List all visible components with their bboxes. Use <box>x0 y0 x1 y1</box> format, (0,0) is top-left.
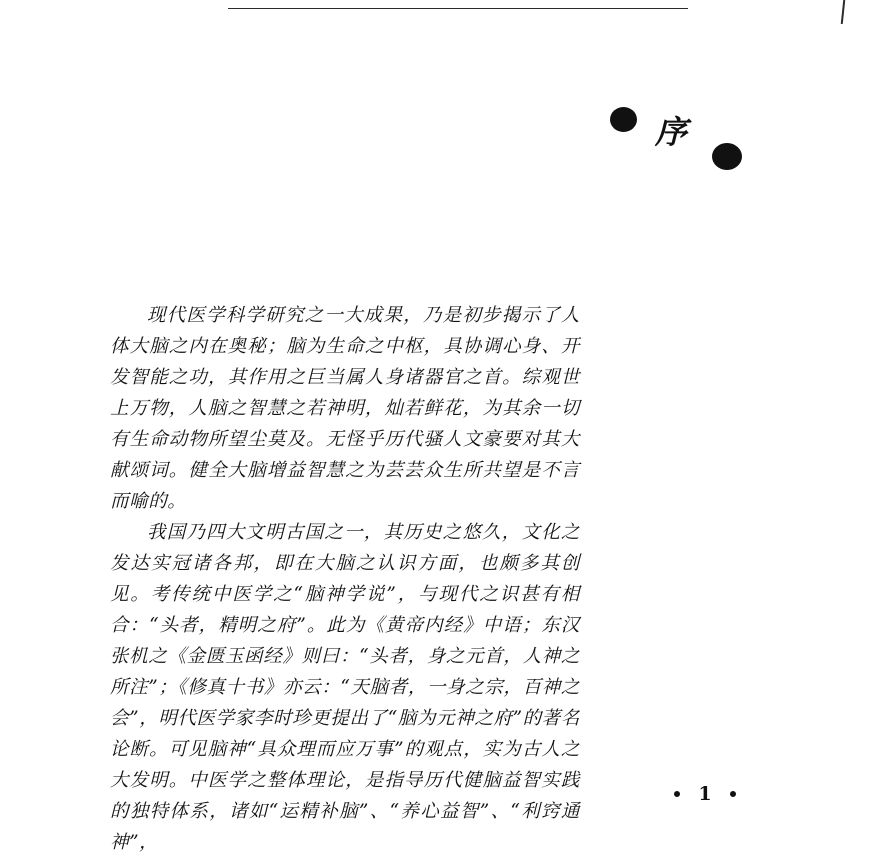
page-footer <box>640 782 770 806</box>
dot-icon <box>730 791 736 797</box>
paragraph: 我国乃四大文明古国之一，其历史之悠久，文化之发达实冠诸各邦，即在大脑之认识方面，也颇多其创见。考传统中医学之“脑神学说”，与现代之识甚有相合：“头者，精明之府”。此为《黄帝内经》中语；东汉张机之《金匮玉函经》则曰：“头者，身之元首，人神之所注”；《修真十书》亦云：“天脑者，一身之宗，百神之会”，明代医学家李时珍更提出了“脑为元神之府”的著名论断。可见脑神“具众理而应万事”的观点，实为古人之大发明。中医学之整体理论，是指导历代健脑益智实践的独特体系，诸如“运精补脑”、“养心益智”、“利窍通神”， <box>110 522 580 853</box>
section-heading <box>600 95 790 185</box>
page-number: 1 <box>698 783 712 805</box>
paragraph: 现代医学科学研究之一大成果，乃是初步揭示了人体大脑之内在奥秘；脑为生命之中枢，具协调心身、开发智能之功，其作用之巨当属人身诸器官之首。综观世上万物，人脑之智慧之若神明，灿若鲜花，为其余一切有生命动物所望尘莫及。无怪乎历代骚人文豪要对其大献颂词。健全大脑增益智慧之为芸芸众生所共望是不言而喻的。 <box>110 305 580 512</box>
body-text <box>110 300 580 858</box>
page-title: 序 <box>655 113 689 151</box>
page-top-rule <box>228 8 688 9</box>
dot-icon <box>674 791 680 797</box>
page-edge-mark <box>841 0 845 24</box>
filled-circle-icon <box>610 107 637 132</box>
filled-circle-icon <box>712 143 742 170</box>
